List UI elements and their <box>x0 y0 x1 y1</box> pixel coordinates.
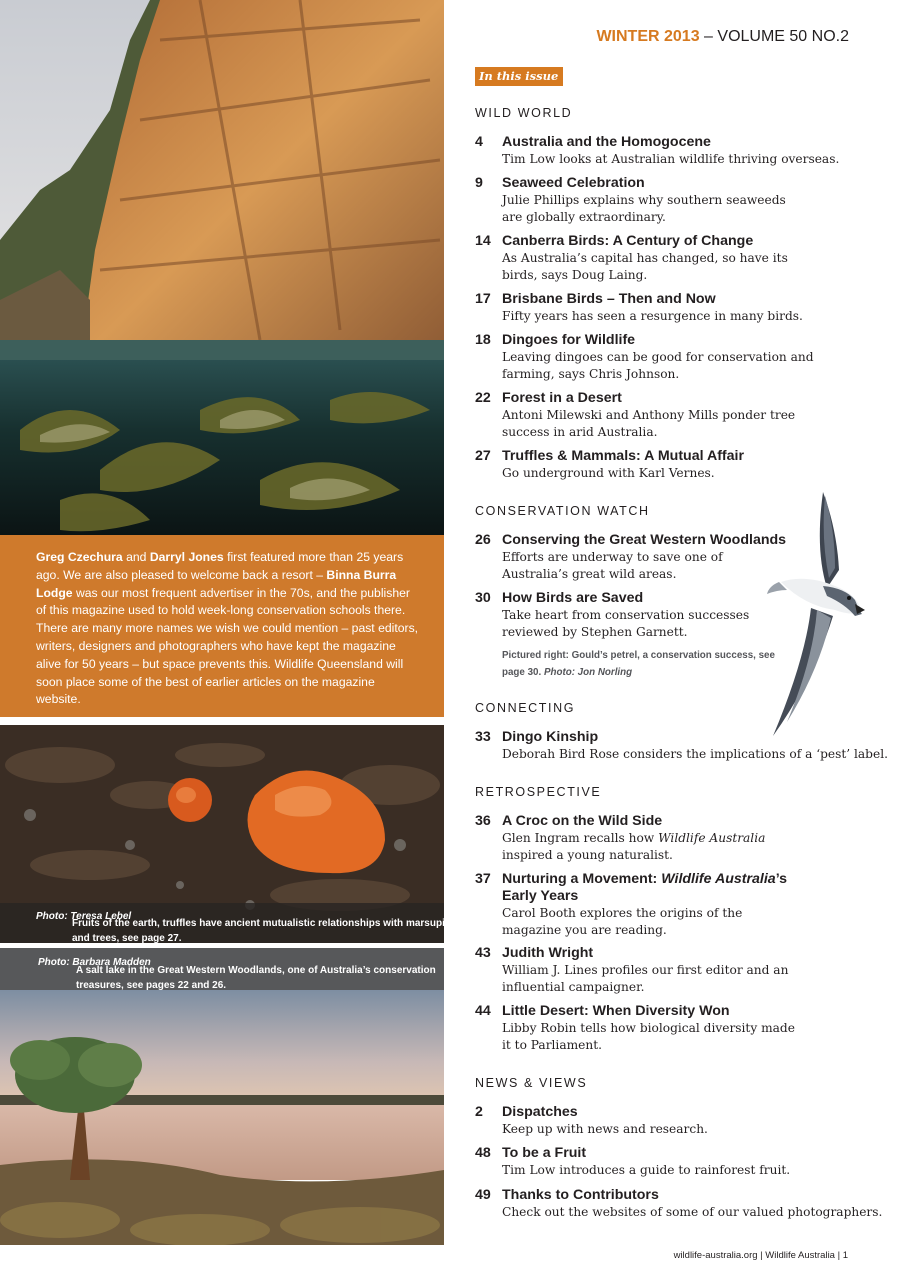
cliff-kelp-photo <box>0 0 444 535</box>
section-news-views: NEWS & VIEWS <box>475 1076 588 1090</box>
lake-caption: A salt lake in the Great Western Woodlands, one of Australia’s conservation treasures, see pages 22 and 26. Photo: Barbara Madden <box>0 948 444 990</box>
salt-lake-photo <box>0 990 444 1245</box>
in-this-issue-badge: In this issue <box>475 67 563 86</box>
section-connecting: CONNECTING <box>475 701 576 715</box>
petrel-caption: Pictured right: Gould’s petrel, a conservation success, see page 30. Photo: Jon Norling <box>502 650 775 678</box>
section-retrospective: RETROSPECTIVE <box>475 785 602 799</box>
page-footer: wildlife-australia.org | Wildlife Australia | 1 <box>673 1250 848 1261</box>
section-conservation-watch: CONSERVATION WATCH <box>475 504 650 518</box>
issue-header: WINTER 2013 – VOLUME 50 NO.2 <box>596 28 849 45</box>
intro-paragraph: Greg Czechura and Darryl Jones first featured more than 25 years ago. We are also pleased to welcome back a resort – Binna Burra Lodge was our most frequent advertiser in the 70s, and the publisher of this magazine used to hold week-long conservation schools there. There are many more names we wish we could mention – past editors, writers, designers and photographers who have kept the magazine alive for 50 years – but space prevents this. Wildlife Queensland will soon place some of the best of earlier articles on the magazine website. <box>36 550 419 707</box>
section-wild-world: WILD WORLD <box>475 106 573 120</box>
petrel-image <box>765 490 870 738</box>
intro-text-box <box>0 535 444 717</box>
truffle-caption: Fruits of the earth, truffles have ancient mutualistic relationships with marsupials and trees, see page 27. Photo: Teresa Lebel <box>0 903 444 943</box>
